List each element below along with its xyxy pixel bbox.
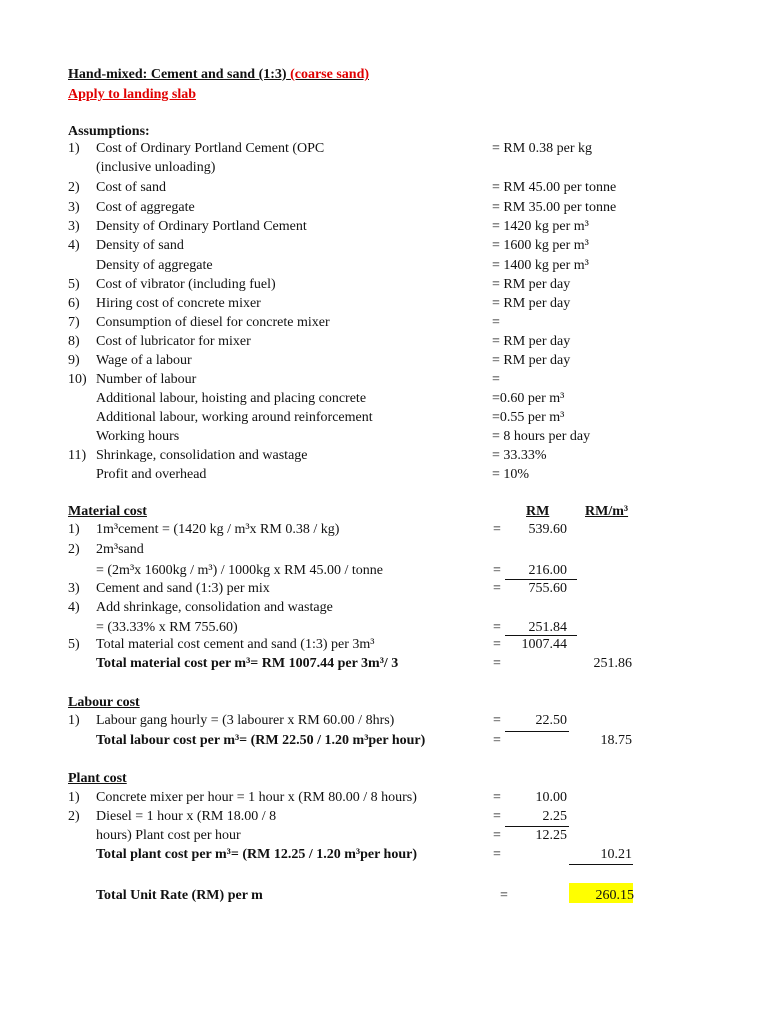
plant-item-equals: =	[493, 809, 501, 824]
material-item-number: 4)	[68, 600, 80, 615]
assumption-description: Cost of aggregate	[96, 200, 195, 215]
assumption-value: = 10%	[492, 467, 530, 482]
assumption-value: =0.60 per m³	[492, 391, 565, 406]
assumption-value: =0.55 per m³	[492, 410, 565, 425]
assumptions-heading: Assumptions:	[68, 124, 150, 139]
assumption-description: Cost of vibrator (including fuel)	[96, 277, 276, 292]
assumption-number: 1)	[68, 141, 80, 156]
assumption-value: =	[492, 372, 500, 387]
assumption-description: Profit and overhead	[96, 467, 207, 482]
total-label: Total Unit Rate (RM) per m	[96, 888, 263, 903]
labour-item-rm-per-m3: 18.75	[600, 733, 632, 748]
material-item-rm: 539.60	[528, 522, 567, 537]
labour-item-description: Labour gang hourly = (3 labourer x RM 60.00 / 8hrs)	[96, 713, 395, 728]
assumption-value: = 1400 kg per m³	[492, 258, 589, 273]
material-item-description: = (2m³x 1600kg / m³) / 1000kg x RM 45.00 / tonne	[96, 563, 383, 578]
plant-item-equals: =	[493, 847, 501, 862]
assumption-description: Working hours	[96, 429, 180, 444]
material-item-equals: =	[493, 563, 501, 578]
assumption-description: Hiring cost of concrete mixer	[96, 296, 261, 311]
material-item-rm-per-m3: 251.86	[593, 656, 632, 671]
doc-subtitle: Apply to landing slab	[68, 87, 196, 102]
rule-line	[505, 826, 569, 827]
assumption-value: = RM per day	[492, 334, 571, 349]
labour-item-description: Total labour cost per m³= (RM 22.50 / 1.20 m³per hour)	[96, 733, 426, 748]
labour-item-rm: 22.50	[535, 713, 567, 728]
material-item-rm: 216.00	[528, 563, 567, 578]
labour-item-number: 1)	[68, 713, 80, 728]
assumption-number: 6)	[68, 296, 80, 311]
assumption-description: Density of sand	[96, 238, 184, 253]
material-item-equals: =	[493, 522, 501, 537]
assumption-value: = RM per day	[492, 353, 571, 368]
labour-item-equals: =	[493, 713, 501, 728]
assumption-description: Density of Ordinary Portland Cement	[96, 219, 307, 234]
doc-title	[68, 67, 369, 83]
assumption-number: 8)	[68, 334, 80, 349]
material-item-rm: 251.84	[528, 620, 567, 635]
total-equals: =	[500, 888, 508, 903]
assumption-description: Cost of Ordinary Portland Cement (OPC	[96, 141, 325, 156]
total-value: 260.15	[595, 888, 634, 903]
material-item-equals: =	[493, 581, 501, 596]
assumption-description: (inclusive unloading)	[96, 160, 216, 175]
assumption-description: Additional labour, working around reinforcement	[96, 410, 373, 425]
assumption-description: Number of labour	[96, 372, 197, 387]
material-item-number: 1)	[68, 522, 80, 537]
labour-item-equals: =	[493, 733, 501, 748]
labour-heading: Labour cost	[68, 695, 140, 710]
rule-line	[505, 731, 569, 732]
material-item-number: 2)	[68, 542, 80, 557]
material-item-number: 3)	[68, 581, 80, 596]
material-item-equals: =	[493, 620, 501, 635]
material-item-rm: 1007.44	[521, 637, 567, 652]
assumption-number: 3)	[68, 200, 80, 215]
assumption-description: Consumption of diesel for concrete mixer	[96, 315, 330, 330]
plant-item-number: 2)	[68, 809, 80, 824]
plant-item-rm: 2.25	[542, 809, 567, 824]
assumption-number: 2)	[68, 180, 80, 195]
title-main: Hand-mixed: Cement and sand (1:3)	[68, 67, 287, 82]
assumption-value: = RM 45.00 per tonne	[492, 180, 617, 195]
col-rm-header: RM	[526, 504, 550, 519]
plant-item-number: 1)	[68, 790, 80, 805]
material-item-rm: 755.60	[528, 581, 567, 596]
assumption-number: 3)	[68, 219, 80, 234]
assumption-number: 9)	[68, 353, 80, 368]
material-item-description: Cement and sand (1:3) per mix	[96, 581, 270, 596]
assumption-number: 4)	[68, 238, 80, 253]
assumption-value: = RM per day	[492, 277, 571, 292]
rule-line	[505, 579, 577, 580]
assumption-description: Density of aggregate	[96, 258, 213, 273]
title-note: (coarse sand)	[290, 67, 370, 82]
rule-line	[505, 635, 577, 636]
assumption-number: 11)	[68, 448, 87, 463]
material-item-equals: =	[493, 637, 501, 652]
material-item-equals: =	[493, 656, 501, 671]
material-item-description: 1m³cement = (1420 kg / m³x RM 0.38 / kg)	[96, 522, 340, 537]
plant-item-description: Total plant cost per m³= (RM 12.25 / 1.20 m³per hour)	[96, 847, 417, 862]
assumption-number: 7)	[68, 315, 80, 330]
plant-item-equals: =	[493, 790, 501, 805]
assumption-value: = RM per day	[492, 296, 571, 311]
assumption-description: Additional labour, hoisting and placing concrete	[96, 391, 367, 406]
col-rm-m3-header: RM/m³	[585, 504, 629, 519]
assumption-number: 10)	[68, 372, 87, 387]
assumption-number: 5)	[68, 277, 80, 292]
assumption-description: Cost of sand	[96, 180, 166, 195]
material-item-description: Total material cost per m³= RM 1007.44 per 3m³/ 3	[96, 656, 399, 671]
rule-line	[569, 864, 633, 865]
assumption-value: = RM 35.00 per tonne	[492, 200, 617, 215]
material-item-number: 5)	[68, 637, 80, 652]
material-item-description: = (33.33% x RM 755.60)	[96, 620, 238, 635]
plant-item-description: hours) Plant cost per hour	[96, 828, 241, 843]
assumption-description: Cost of lubricator for mixer	[96, 334, 251, 349]
assumption-value: =	[492, 315, 500, 330]
assumption-value: = RM 0.38 per kg	[492, 141, 593, 156]
assumption-description: Shrinkage, consolidation and wastage	[96, 448, 308, 463]
assumption-value: = 1420 kg per m³	[492, 219, 589, 234]
assumption-description: Wage of a labour	[96, 353, 192, 368]
material-item-description: Add shrinkage, consolidation and wastage	[96, 600, 333, 615]
plant-item-rm-per-m3: 10.21	[600, 847, 632, 862]
plant-item-description: Diesel = 1 hour x (RM 18.00 / 8	[96, 809, 277, 824]
plant-item-rm: 12.25	[535, 828, 567, 843]
material-heading: Material cost	[68, 504, 147, 519]
plant-heading: Plant cost	[68, 771, 127, 786]
assumption-value: = 8 hours per day	[492, 429, 591, 444]
plant-item-rm: 10.00	[535, 790, 567, 805]
material-item-description: 2m³sand	[96, 542, 144, 557]
material-item-description: Total material cost cement and sand (1:3) per 3m³	[96, 637, 375, 652]
plant-item-equals: =	[493, 828, 501, 843]
plant-item-description: Concrete mixer per hour = 1 hour x (RM 80.00 / 8 hours)	[96, 790, 417, 805]
assumption-value: = 33.33%	[492, 448, 547, 463]
assumption-value: = 1600 kg per m³	[492, 238, 589, 253]
